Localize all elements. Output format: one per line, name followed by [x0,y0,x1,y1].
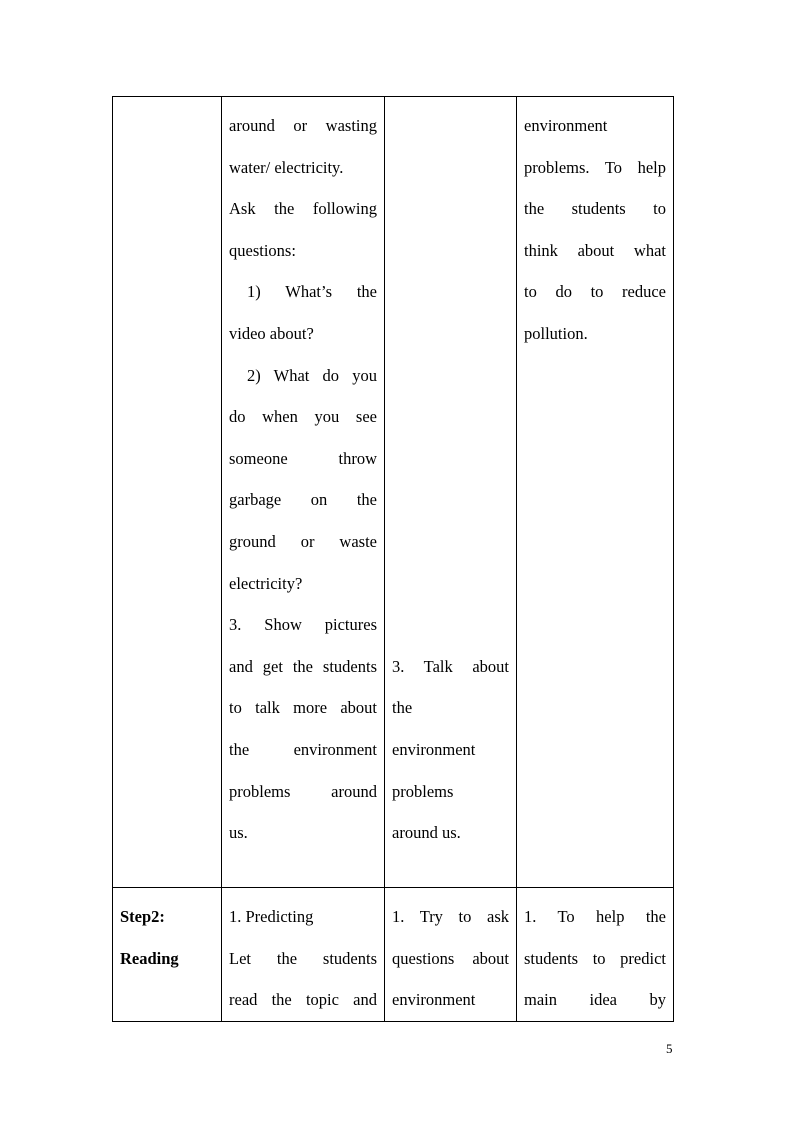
text-line: think about what [524,240,666,260]
text-line: around or wasting [229,116,377,135]
text-line: around us. [392,823,461,843]
teacher-activity-cell [222,888,385,1022]
text-line: someone throw [229,448,377,468]
table-row [113,97,674,888]
text-line: problems. To help [524,157,666,177]
text-line: read the topic and [229,990,377,1010]
text-line: problems [392,781,454,801]
text-line: questions: [229,240,296,260]
text-line: garbage on the [229,490,377,510]
text-line: 1) What’s the [247,282,377,302]
text-line: us. [229,823,248,843]
text-line: environment [524,116,608,135]
text-line: environment [392,739,476,759]
step-cell [113,888,222,1022]
table-row [113,888,674,1022]
text-line: pollution. [524,323,588,343]
text-line: 2) What do you [247,365,377,385]
text-line: water/ electricity. [229,157,344,177]
text-line: ground or waste [229,531,377,551]
text-line: Let the students [229,948,377,968]
text-line: do when you see [229,407,377,427]
text-line: and get the students [229,656,377,676]
text-line: Ask the following [229,199,377,219]
purpose-cell [517,888,674,1022]
text-line: 1. To help the [524,907,666,926]
step-label: Step2: [120,907,165,926]
page-number: 5 [666,1041,673,1056]
text-line: the students to [524,199,666,219]
text-line: questions about [392,948,509,968]
text-line: to do to reduce [524,282,666,302]
text-line: main idea by [524,990,666,1010]
text-line: 1. Try to ask [392,907,509,926]
text-line: problems around [229,781,377,801]
text-line: students to predict [524,948,666,968]
text-line: the environment [229,739,377,759]
text-line: video about? [229,323,314,343]
text-line: to talk more about [229,698,377,718]
text-line: electricity? [229,573,303,593]
text-line: environment [392,990,476,1010]
student-activity-cell [385,888,517,1022]
teacher-activity-cell [222,97,385,888]
lesson-plan-table [112,96,674,1022]
step-label: Reading [120,948,179,968]
text-line: 1. Predicting [229,907,314,926]
text-line: 3. Show pictures [229,615,377,635]
student-activity-cell [385,97,517,888]
text-line: 3. Talk about [392,656,509,676]
purpose-cell [517,97,674,888]
text-line: the [392,698,413,718]
step-cell [113,97,222,888]
